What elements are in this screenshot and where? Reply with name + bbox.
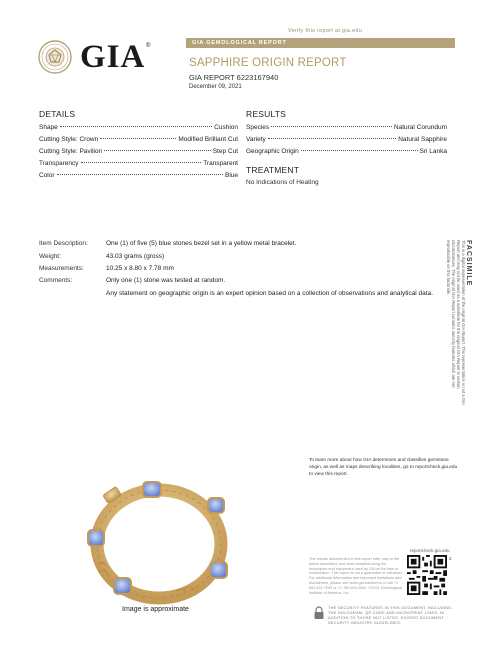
result-label: Variety — [246, 136, 266, 143]
detail-label: Transparency — [39, 160, 79, 167]
verify-link[interactable]: Verify this report at gia.edu — [288, 28, 363, 34]
detail-row-shape — [39, 124, 238, 131]
image-caption: Image is approximate — [122, 606, 189, 613]
measurements-value: 10.25 x 8.80 x 7.78 mm — [106, 265, 174, 272]
report-title: SAPPHIRE ORIGIN REPORT — [189, 57, 347, 69]
registered-mark: ® — [146, 43, 151, 49]
comments-label: Comments: — [39, 277, 73, 284]
gia-logo: GIA — [80, 39, 146, 75]
leader-dots — [301, 150, 418, 151]
learn-more-text: To learn more about how GIA determines and classifies gemstone origin, as well as maps describing localities, go to reportcheck.gia.edu to view this report. — [309, 458, 458, 477]
report-band — [186, 38, 455, 48]
detail-row-transparency — [39, 160, 238, 167]
leader-dots — [100, 138, 176, 139]
security-notice: THE SECURITY FEATURES IN THIS DOCUMENT, INCLUDING THE HOLOGRAM, QR CODE AND MICROPRINT LINES, IN ADDITION TO THOSE NOT LISTED, EXCEED DOCUMENT SECURITY INDUSTRY GUIDELINES. — [328, 606, 452, 625]
result-label: Geographic Origin — [246, 148, 299, 155]
treatment-value: No Indications of Heating — [246, 179, 319, 186]
facsimile-notice — [446, 240, 473, 410]
detail-row-color — [39, 172, 238, 179]
detail-label: Cutting Style: Pavilion — [39, 148, 103, 155]
leader-dots — [57, 174, 223, 175]
detail-label: Color — [39, 172, 55, 179]
detail-label: Cutting Style: Crown — [39, 136, 99, 143]
results-heading: RESULTS — [246, 109, 286, 119]
item-description-value: One (1) of five (5) blue stones bezel set in a yellow metal bracelet. — [106, 240, 297, 247]
treatment-heading: TREATMENT — [246, 165, 300, 175]
detail-value: Cushion — [214, 124, 238, 131]
result-row-species — [246, 124, 447, 131]
details-heading: DETAILS — [39, 109, 76, 119]
weight-value: 43.03 grams (gross) — [106, 253, 165, 260]
report-number: GIA REPORT 6223167940 — [189, 73, 279, 82]
result-row-variety — [246, 136, 447, 143]
comments-line-2: Any statement on geographic origin is an expert opinion based on a collection of observations and analytical data. — [106, 290, 434, 297]
qr-caption[interactable]: reportcheck.gia.edu — [410, 548, 450, 553]
result-row-origin — [246, 148, 447, 155]
disclaimer-text: The results documented in this report refer only to the article described, and were obtained using the techniques and equipment used by GIA at the time of examination. This report is not a guarantee or valuation. For additional information and important limitations and disclaimers, please see www.gia.edu/terms or call +1 800 421 7250 or +1 760 603 4500. ©2021 Gemological Institute of America, Inc. — [309, 557, 403, 595]
detail-value: Modified Brilliant Cut — [178, 136, 238, 143]
result-value: Natural Sapphire — [398, 136, 447, 143]
detail-row-pavilion — [39, 148, 238, 155]
weight-label: Weight: — [39, 253, 61, 260]
lock-icon — [313, 606, 325, 620]
detail-value: Blue — [224, 172, 238, 179]
leader-dots — [268, 138, 396, 139]
qr-code-icon[interactable] — [407, 555, 447, 595]
detail-value: Transparent — [203, 160, 238, 167]
measurements-label: Measurements: — [39, 265, 84, 272]
detail-value: Step Cut — [212, 148, 238, 155]
result-value: Sri Lanka — [419, 148, 447, 155]
facsimile-body: This is a digital representation of the original GIA Report. This representation is not a GIA Report and may not be used as a substitute for the original GIA Report in certain circumstances. The original GIA Report contains security features which are not reproducible on this facsimile. — [446, 240, 466, 405]
gia-seal-icon — [38, 40, 72, 74]
detail-row-crown — [39, 136, 238, 143]
qr-page-number: 2 — [449, 556, 452, 561]
result-value: Natural Corundum — [393, 124, 447, 131]
item-description-label: Item Description: — [39, 240, 88, 247]
leader-dots — [60, 126, 212, 127]
leader-dots — [104, 150, 210, 151]
detail-label: Shape — [39, 124, 58, 131]
bracelet-image — [84, 478, 234, 606]
report-date: December 09, 2021 — [189, 84, 242, 90]
result-label: Species — [246, 124, 270, 131]
facsimile-title: FACSIMILE — [465, 240, 472, 287]
comments-line-1: Only one (1) stone was tested at random. — [106, 277, 226, 284]
leader-dots — [81, 162, 202, 163]
band-label: GIA GEMOLOGICAL REPORT — [192, 40, 287, 46]
leader-dots — [271, 126, 392, 127]
